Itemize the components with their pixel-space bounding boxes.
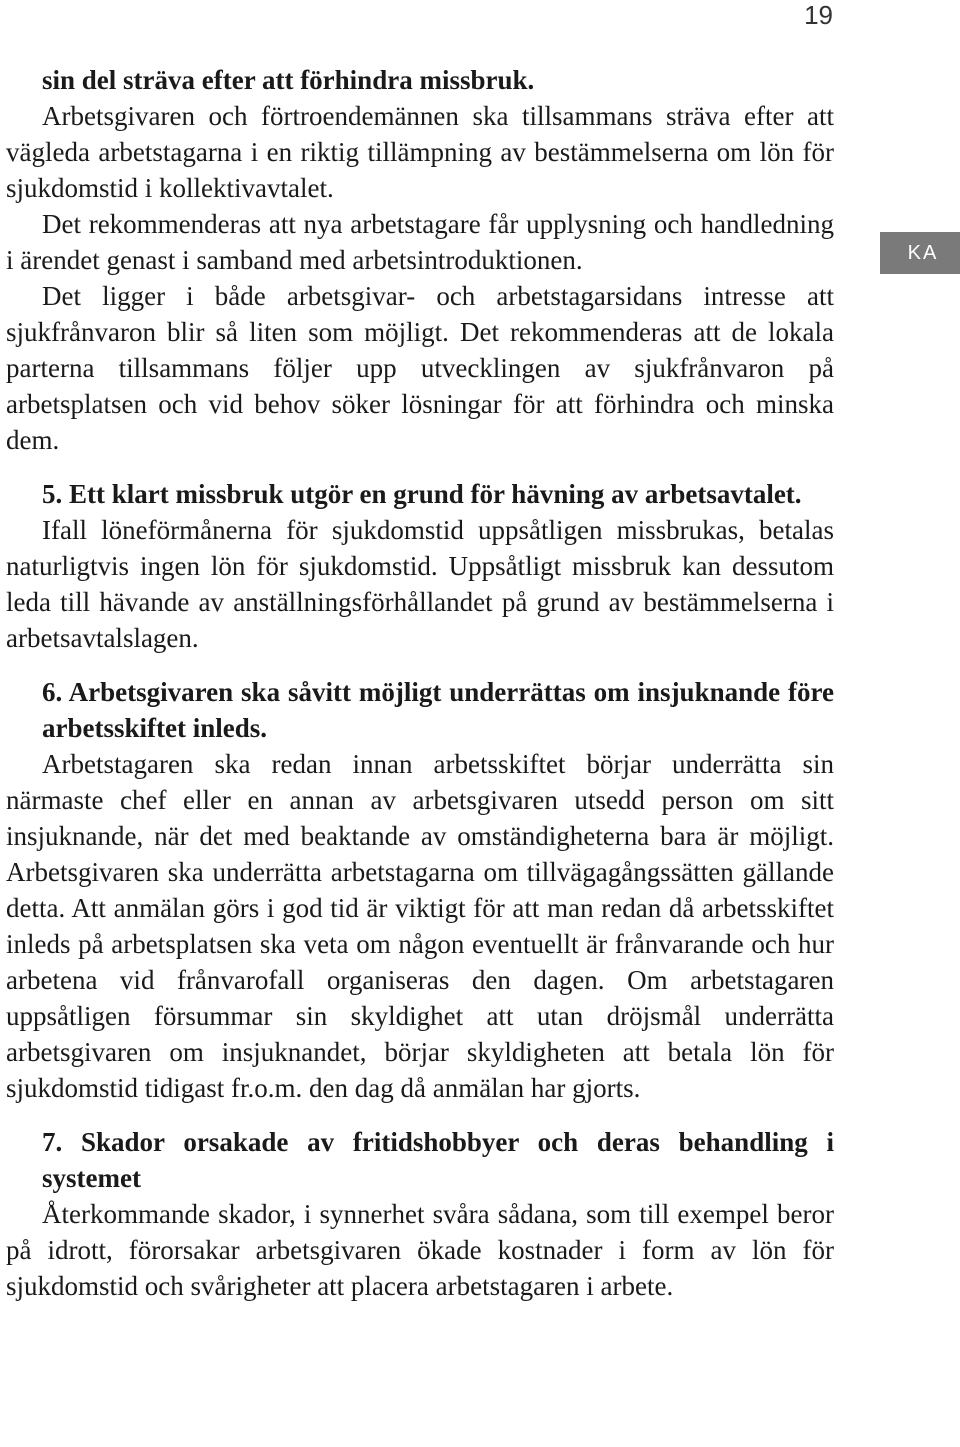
continuation-line: sin del sträva efter att förhindra missbruk. — [42, 65, 535, 95]
paragraph-intro-1: Arbetsgivaren och förtroendemännen ska tillsammans sträva efter att vägleda arbetstagarna i en riktig tillämpning av bestämmelserna om lön för sjukdomstid i kollektivavtalet. — [6, 101, 834, 203]
page-number: 19 — [804, 0, 833, 30]
paragraph-intro-2: Det rekommenderas att nya arbetstagare får upplysning och handledning i ärendet genast i samband med arbetsintroduktionen. — [6, 209, 834, 275]
section-5-body: Ifall löneförmånerna för sjukdomstid uppsåtligen missbrukas, betalas naturligtvis ingen lön för sjukdomstid. Uppsåtligt missbruk kan dessutom leda till hävande av anställningsförhållandet på grund av bestämmelserna i arbetsavtalslagen. — [6, 515, 834, 653]
section-5-heading: 5. Ett klart missbruk utgör en grund för hävning av arbetsavtalet. — [42, 479, 802, 509]
spacer — [6, 458, 834, 476]
section-6-heading: 6. Arbetsgivaren ska såvitt möjligt underrättas om insjuknande före arbetsskiftet inleds. — [42, 677, 834, 743]
section-tab: KA — [880, 232, 960, 274]
section-6-body: Arbetstagaren ska redan innan arbetsskiftet börjar underrätta sin närmaste chef eller en annan av arbetsgivaren utsedd person om sitt insjuknande, när det med beaktande av omständigheterna bara är möjligt. Arbetsgivaren ska underrätta arbetstagarna om tillvägagångssätten gällande detta. Att anmälan görs i god tid är viktigt för att man redan då arbetsskiftet inleds på arbetsplatsen ska veta om någon eventuellt är frånvarande och hur arbetena vid frånvarofall organiseras den dagen. Om arbetstagaren uppsåtligen försummar sin skyldighet att utan dröjsmål underrätta arbetsgivaren om insjuknandet, börjar skyldigheten att betala lön för sjukdomstid tidigast fr.o.m. den dag då anmälan har gjorts. — [6, 749, 834, 1103]
spacer — [6, 656, 834, 674]
paragraph-intro-3: Det ligger i både arbetsgivar- och arbetstagarsidans intresse att sjukfrånvaron blir så liten som möjligt. Det rekommenderas att de lokala parterna tillsammans följer upp utvecklingen av sjukfrånvaron på arbetsplatsen och vid behov söker lösningar för att förhindra och minska dem. — [6, 281, 834, 455]
document-body — [6, 62, 834, 1304]
section-7-body: Återkommande skador, i synnerhet svåra sådana, som till exempel beror på idrott, förorsakar arbetsgivaren ökade kostnader i form av lön för sjukdomstid och svårigheter att placera arbetstagaren i arbete. — [6, 1199, 834, 1301]
section-7-heading: 7. Skador orsakade av fritidshobbyer och deras behandling i systemet — [42, 1127, 834, 1193]
spacer — [6, 1106, 834, 1124]
